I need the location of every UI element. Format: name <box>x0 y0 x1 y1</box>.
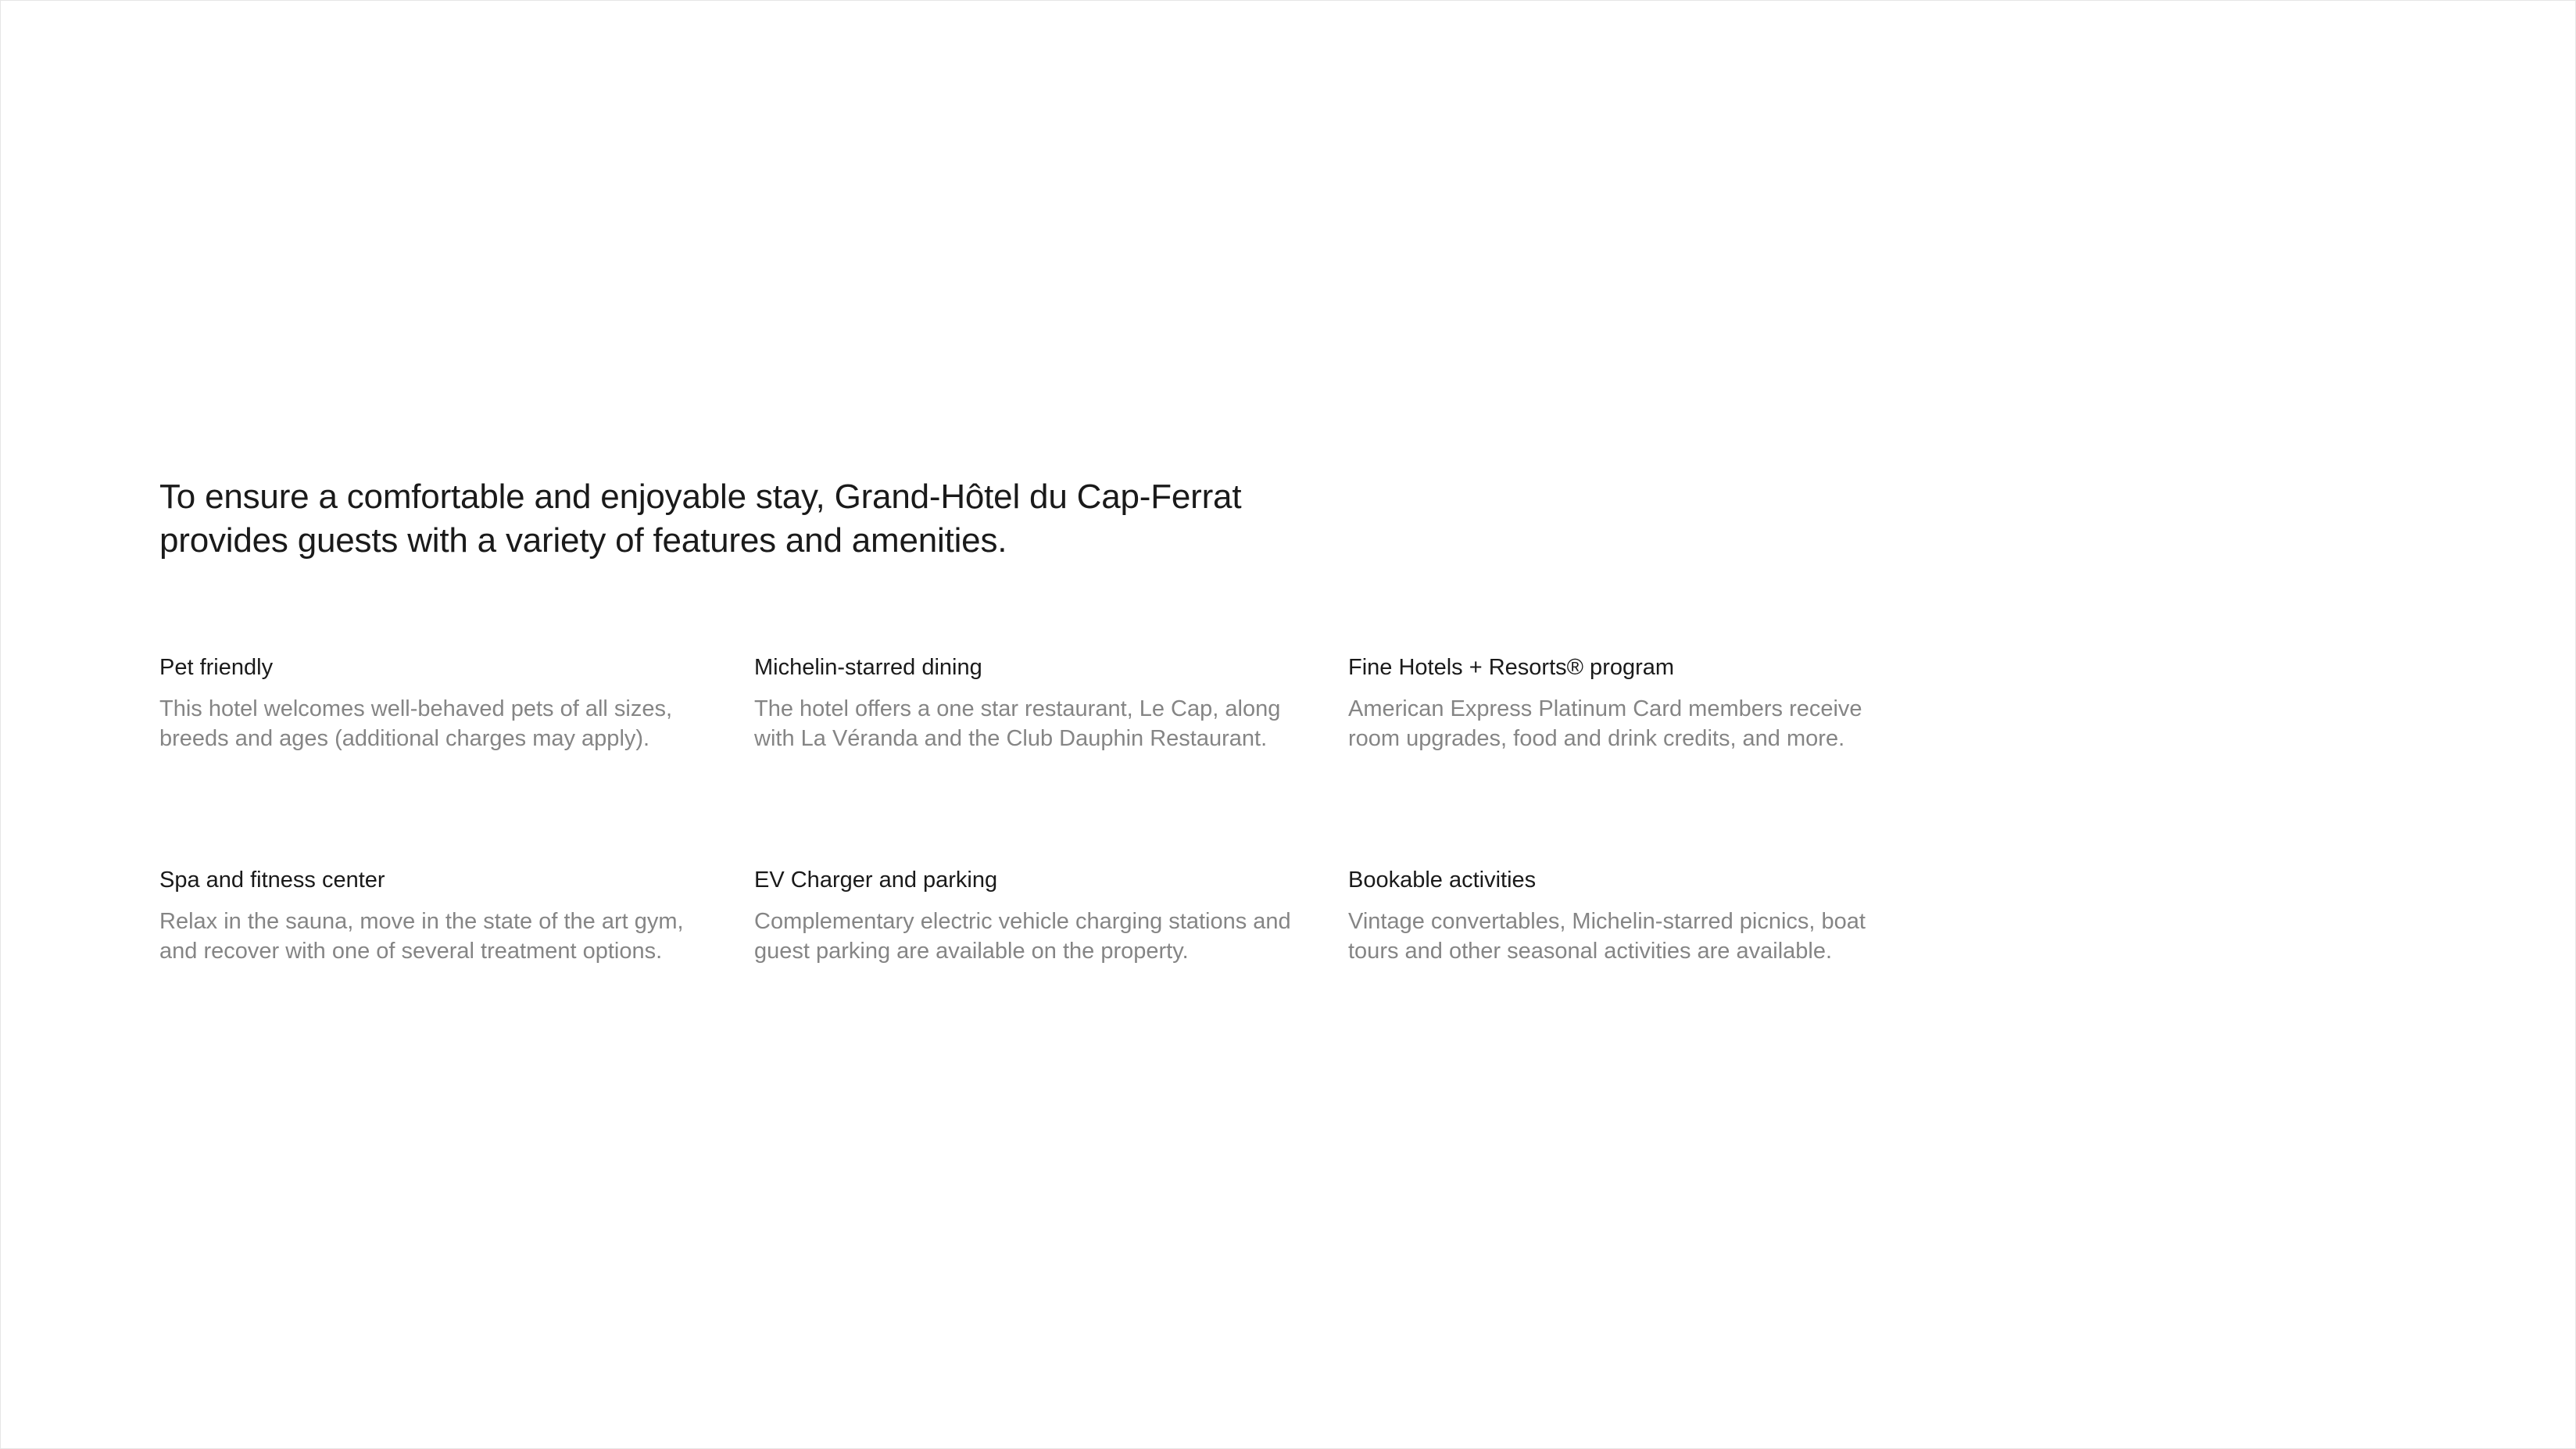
feature-description: American Express Platinum Card members receive room upgrades, food and drink credits, and more. <box>1348 696 1862 751</box>
feature-description: Complementary electric vehicle charging stations and guest parking are available on the property. <box>754 909 1291 964</box>
feature-title: Pet friendly <box>159 655 274 680</box>
feature-spa-fitness <box>159 866 722 966</box>
feature-title: EV Charger and parking <box>754 868 998 893</box>
feature-ev-charger-parking <box>754 866 1317 966</box>
feature-title: Michelin-starred dining <box>754 655 982 680</box>
feature-title: Spa and fitness center <box>159 868 385 893</box>
feature-fine-hotels-program <box>1348 653 1911 753</box>
feature-description: The hotel offers a one star restaurant, Le Cap, along with La Véranda and the Club Dauphin Restaurant. <box>754 696 1281 751</box>
feature-title: Bookable activities <box>1348 868 1537 893</box>
feature-description: Vintage convertables, Michelin-starred picnics, boat tours and other seasonal activities are available. <box>1348 909 1866 964</box>
feature-description: Relax in the sauna, move in the state of the art gym, and recover with one of several treatment options. <box>159 909 684 964</box>
feature-pet-friendly <box>159 653 722 753</box>
feature-description: This hotel welcomes well-behaved pets of all sizes, breeds and ages (additional charges may apply). <box>159 696 673 751</box>
amenities-intro: To ensure a comfortable and enjoyable stay, Grand-Hôtel du Cap-Ferrat provides guests with a variety of features and amenities. <box>159 478 1242 560</box>
feature-title: Fine Hotels + Resorts® program <box>1348 655 1675 680</box>
feature-bookable-activities <box>1348 866 1911 966</box>
feature-michelin-dining <box>754 653 1317 753</box>
